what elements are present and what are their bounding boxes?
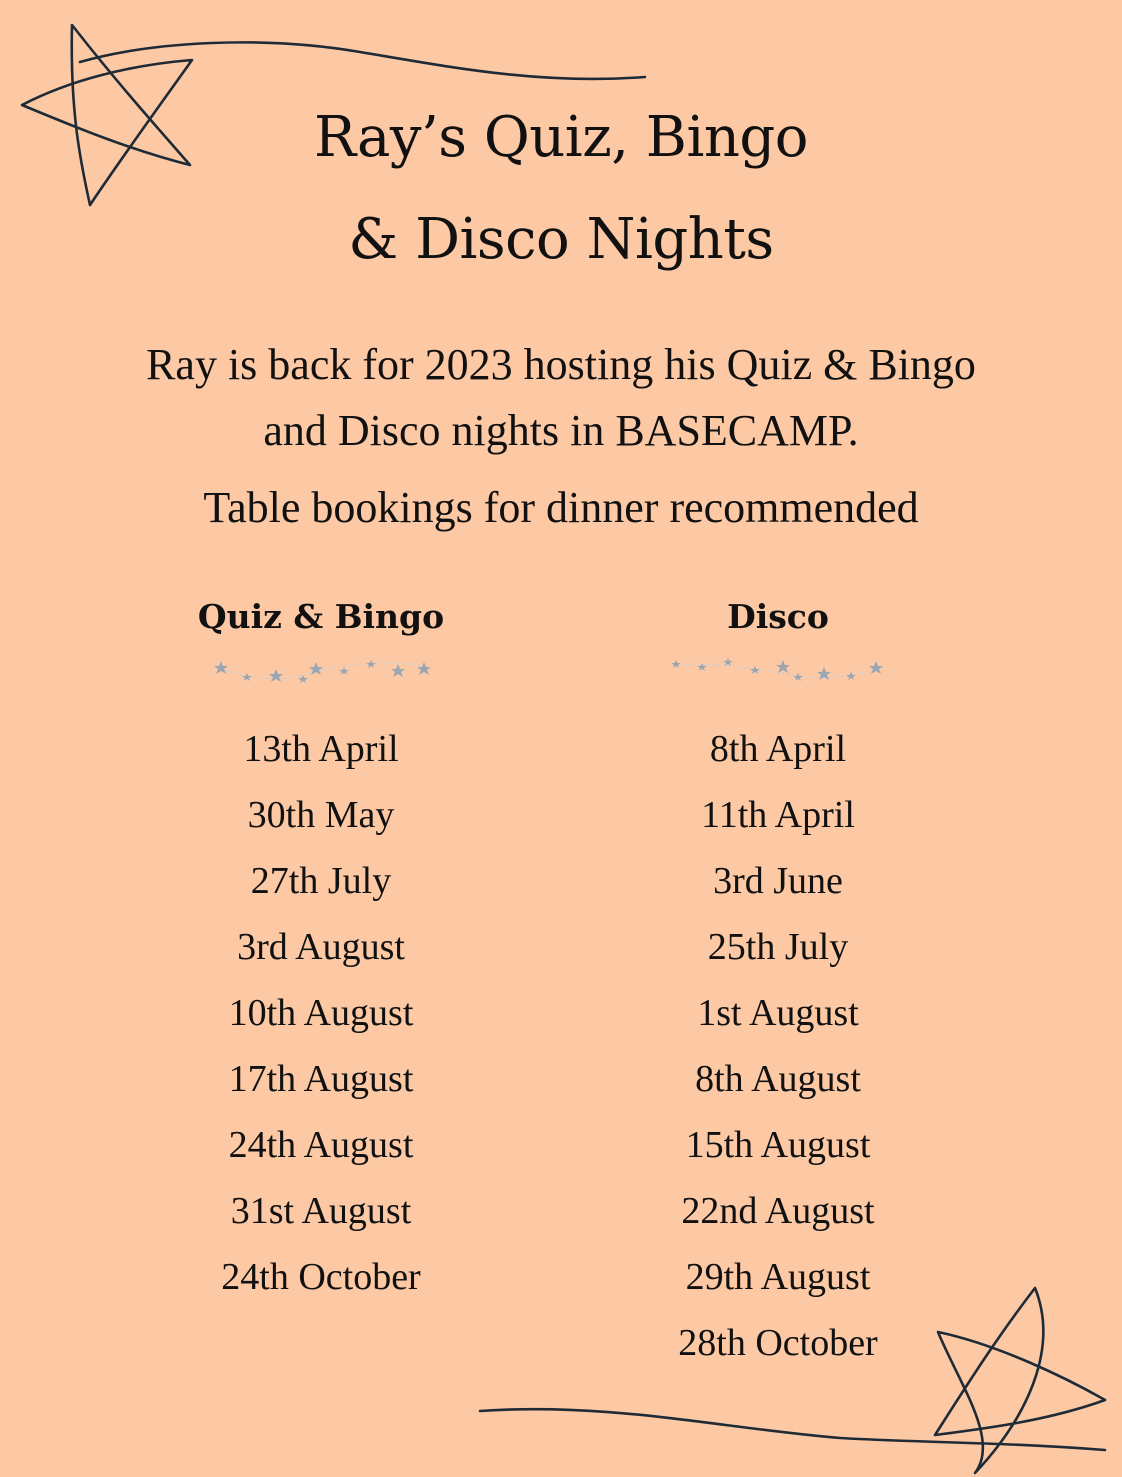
disco-date-list [568, 727, 988, 1387]
disco-column [568, 597, 988, 1364]
page-title-line-1: Ray’s Quiz, Bingo [314, 105, 808, 170]
list-item: 11th April [701, 794, 855, 836]
list-item: 3rd June [713, 860, 843, 902]
list-item: 22nd August [681, 1190, 875, 1232]
list-item: 1st August [697, 992, 859, 1034]
list-item: 24th October [221, 1256, 421, 1298]
list-item: 25th July [707, 926, 849, 968]
column-heading-quiz-bingo: Quiz & Bingo [197, 597, 445, 636]
booking-note: Table bookings for dinner recommended [203, 483, 919, 532]
list-item: 29th August [685, 1256, 871, 1298]
intro-line-1: Ray is back for 2023 hosting his Quiz & Bingo [146, 340, 976, 389]
list-item: 3rd August [237, 926, 405, 968]
intro-line-2: and Disco nights in BASECAMP. [263, 406, 859, 455]
list-item: 24th August [228, 1124, 414, 1166]
list-item: 30th May [247, 794, 395, 836]
list-item: 8th August [695, 1058, 861, 1100]
list-item: 27th July [250, 860, 392, 902]
page-title-line-2: & Disco Nights [348, 207, 774, 272]
star-garland-icon [211, 655, 431, 687]
list-item: 31st August [230, 1190, 412, 1232]
list-item: 17th August [228, 1058, 414, 1100]
list-item: 8th April [709, 728, 847, 770]
quiz-bingo-date-list [111, 727, 531, 1321]
quiz-bingo-column [111, 597, 531, 1298]
list-item: 13th April [243, 728, 399, 770]
list-item: 28th October [678, 1322, 878, 1364]
list-item: 15th August [685, 1124, 871, 1166]
star-garland-icon [668, 655, 888, 687]
list-item: 10th August [228, 992, 414, 1034]
column-heading-disco: Disco [727, 597, 829, 636]
